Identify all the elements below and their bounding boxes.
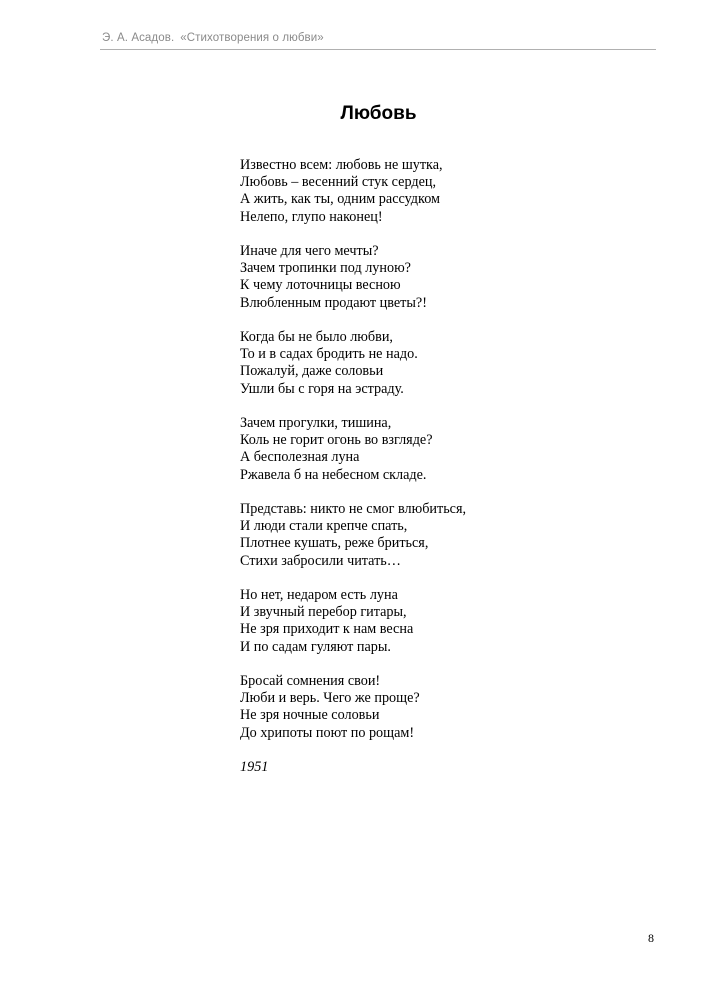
poem-line: Бросай сомнения свои! (240, 673, 381, 689)
poem-line: Ржавела б на небесном складе. (240, 466, 427, 483)
stanza (240, 501, 466, 570)
poem-line: Любовь – весенний стук сердец, (240, 174, 437, 191)
poem-line: Коль не горит огонь во взгляде? (240, 432, 433, 449)
poem-line: А бесполезная луна (240, 449, 360, 466)
poem-line: И люди стали крепче спать, (240, 518, 408, 535)
page-number: 8 (648, 931, 654, 945)
poem-line: Зачем прогулки, тишина, (240, 415, 392, 431)
poem-line: Известно всем: любовь не шутка, (240, 157, 443, 173)
running-header (102, 32, 324, 44)
header-book-title: «Стихотворения о любви» (180, 32, 324, 44)
poem-title: Любовь (340, 103, 417, 124)
stanza (240, 329, 466, 398)
stanza (240, 673, 466, 742)
poem-line: То и в садах бродить не надо. (240, 346, 418, 363)
header-divider (100, 49, 656, 50)
stanza (240, 157, 466, 226)
poem-line: А жить, как ты, одним рассудком (240, 191, 440, 208)
poem-line: Ушли бы с горя на эстраду. (240, 380, 404, 397)
poem-line: К чему лоточницы весною (240, 277, 401, 294)
poem-line: Не зря приходит к нам весна (240, 621, 414, 638)
poem-line: Иначе для чего мечты? (240, 243, 379, 259)
stanza (240, 243, 466, 312)
poem-line: Представь: никто не смог влюбиться, (240, 501, 467, 517)
stanza (240, 587, 466, 656)
poem-line: И звучный перебор гитары, (240, 604, 407, 621)
poem-line: Когда бы не было любви, (240, 329, 393, 345)
stanza (240, 415, 466, 484)
poem-line: До хрипоты поют по рощам! (240, 724, 415, 741)
poem-line: Не зря ночные соловьи (240, 707, 380, 724)
poem-line: Люби и верь. Чего же проще? (240, 690, 420, 707)
poem-line: Нелепо, глупо наконец! (240, 208, 383, 225)
poem-line: Но нет, недаром есть луна (240, 587, 398, 603)
poem-line: Пожалуй, даже соловьи (240, 363, 384, 380)
poem-line: Плотнее кушать, реже бриться, (240, 535, 429, 552)
poem-line: Зачем тропинки под луною? (240, 260, 411, 277)
poem-body (240, 157, 466, 776)
header-author: Э. А. Асадов. (102, 32, 175, 44)
poem-line: Стихи забросили читать… (240, 552, 401, 569)
poem-line: Влюбленным продают цветы?! (240, 294, 427, 311)
poem-line: И по садам гуляют пары. (240, 638, 391, 655)
poem-year: 1951 (240, 759, 269, 775)
